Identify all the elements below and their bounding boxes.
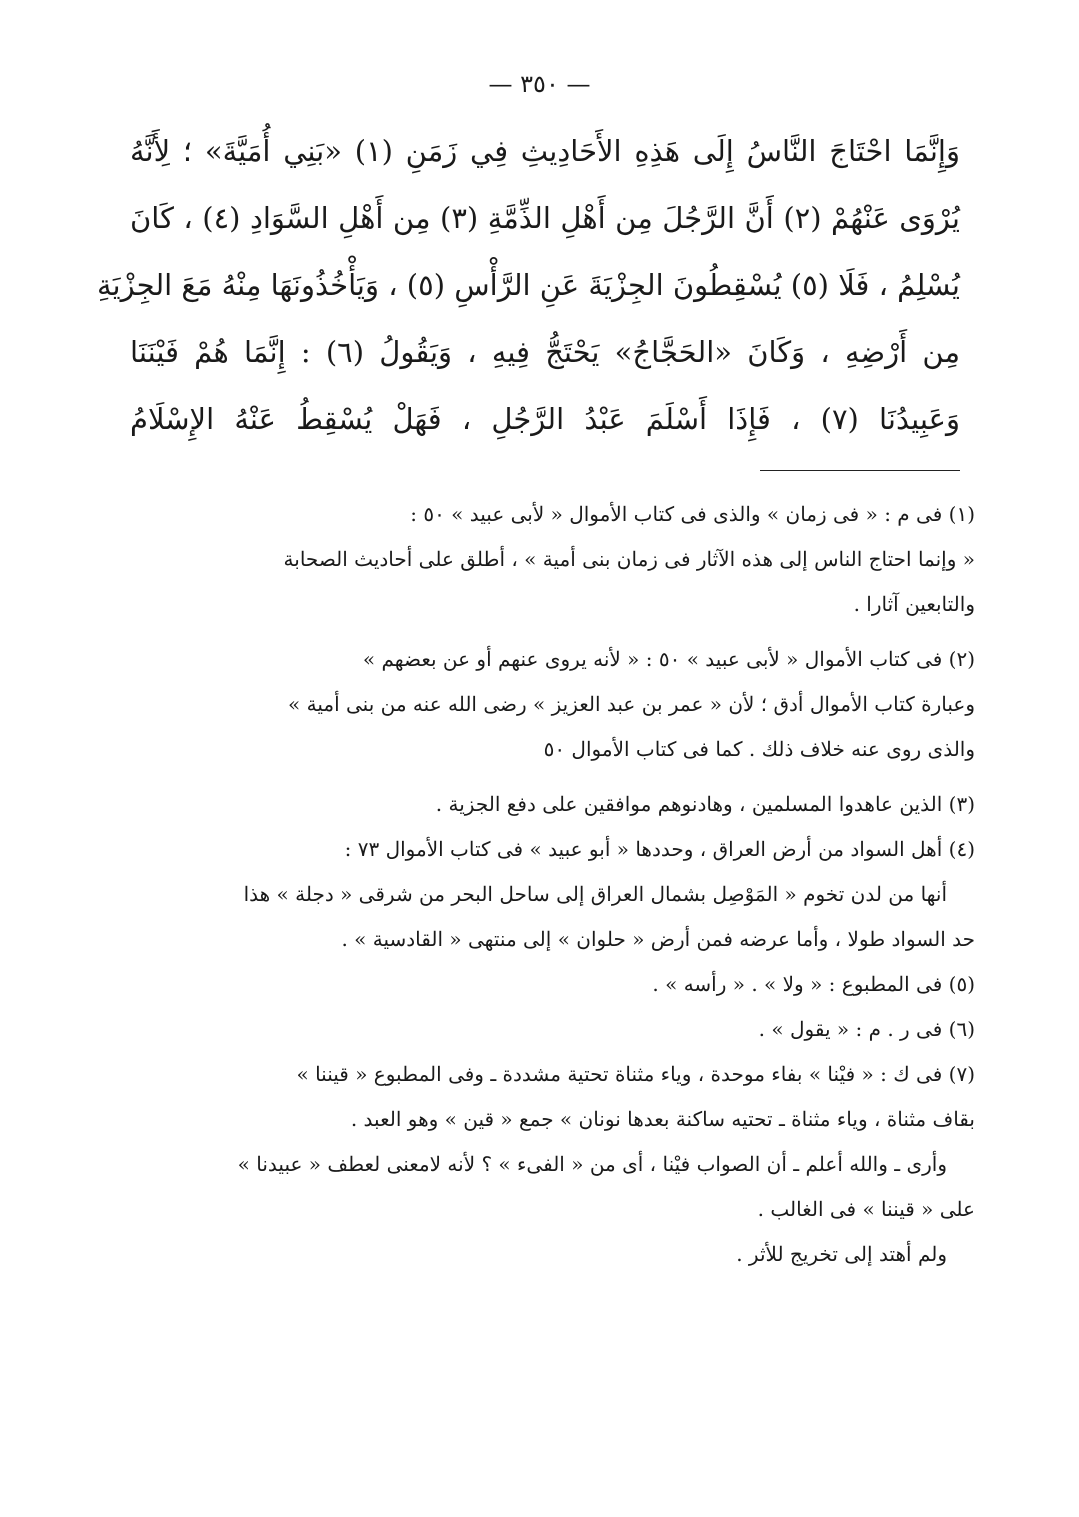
main-line: مِن أَرْضِهِ ، وَكَانَ «الحَجَّاجُ» يَحْتَجُّ فِيهِ ، وَيَقُولُ (٦) : إِنَّمَا هُمْ فَيْنَنَا (130, 335, 960, 369)
footnotes (140, 492, 975, 1277)
footnote-7 (140, 1052, 975, 1277)
footnote-line: (٧) فى ك : « فيْنا » بفاء موحدة ، وياء مثناة تحتية مشددة ـ وفى المطبوع « قيننا » (296, 1062, 975, 1086)
main-line: وَإِنَّمَا احْتَاجَ النَّاسُ إِلَى هَذِهِ الأَحَادِيثِ فِي زَمَنِ (١) «بَنِي أُمَيَّةَ» ؛ لِأَنَّهُ (130, 134, 960, 168)
main-text (96, 118, 960, 453)
footnote-line: (٥) فى المطبوع : « ولا » . « رأسه » . (652, 972, 975, 996)
footnote-6 (140, 1007, 975, 1052)
footnote-line: على « قيننا » فى الغالب . (757, 1197, 975, 1221)
footnote-3 (140, 782, 975, 827)
footnote-line: والتابعين آثارا . (853, 592, 975, 616)
footnote-line: حد السواد طولا ، وأما عرضه فمن أرض « حلوان » إلى منتهى « القادسية » . (341, 927, 975, 951)
footnote-line: بقاف مثناة ، وياء مثناة ـ تحتيه ساكنة بعدها نونان » جمع « قين » وهو العبد . (350, 1107, 975, 1131)
footnote-line: (٤) أهل السواد من أرض العراق ، وحددها « أبو عبيد » فى كتاب الأموال ٧٣ : (344, 837, 975, 861)
page-number: — ٣٥٠ — (488, 70, 591, 98)
main-line: يُرْوَى عَنْهُمْ (٢) أَنَّ الرَّجُلَ مِن أَهْلِ الذِّمَّةِ (٣) مِن أَهْلِ السَّوَادِ (٤) ، كَانَ (130, 201, 960, 235)
footnote-2 (140, 637, 975, 772)
footnote-line: ولم أهتد إلى تخريج للأثر . (736, 1242, 947, 1266)
main-line: وَعَبِيدُنَا (٧) ، فَإِذَا أَسْلَمَ عَبْدُ الرَّجُلِ ، فَهَلْ يُسْقِطُ عَنْهُ الإِسْلَامُ (130, 402, 960, 436)
footnote-4 (140, 827, 975, 962)
footnote-line: « وإنما احتاج الناس إلى هذه الآثار فى زمان بنى أمية » ، أطلق على أحاديث الصحابة (283, 547, 975, 571)
footnote-line: وعبارة كتاب الأموال أدق ؛ لأن « عمر بن عبد العزيز » رضى الله عنه من بنى أمية » (288, 692, 975, 716)
footnote-separator (760, 470, 960, 471)
footnote-line: أنها من لدن تخوم « المَوْصِل بشمال العراق إلى ساحل البحر من شرقى « دجلة » هذا (243, 882, 947, 906)
footnote-line: والذى روى عنه خلاف ذلك . كما فى كتاب الأموال ٥٠ (543, 737, 975, 761)
footnote-line: (٢) فى كتاب الأموال « لأبى عبيد » ٥٠ : « لأنه يروى عنهم أو عن بعضهم » (362, 647, 975, 671)
main-line: يُسْلِمُ ، فَلَا (٥) يُسْقِطُونَ الجِزْيَةَ عَنِ الرَّأْسِ (٥) ، وَيَأْخُذُونَهَا مِنْهُ مَعَ الجِزْيَةِ (96, 268, 960, 302)
footnote-line: (٣) الذين عاهدوا المسلمين ، وهادنوهم موافقين على دفع الجزية . (435, 792, 975, 816)
footnote-line: (١) فى م : « فى زمان » والذى فى كتاب الأموال « لأبى عبيد » ٥٠ : (410, 502, 975, 526)
footnote-1 (140, 492, 975, 627)
footnote-line: وأرى ـ والله أعلم ـ أن الصواب فيْنا ، أى من « الفىء » ؟ لأنه لامعنى لعطف « عبيدنا » (237, 1152, 947, 1176)
footnote-line: (٦) فى ر . م : « يقول » . (758, 1017, 975, 1041)
footnote-5 (140, 962, 975, 1007)
